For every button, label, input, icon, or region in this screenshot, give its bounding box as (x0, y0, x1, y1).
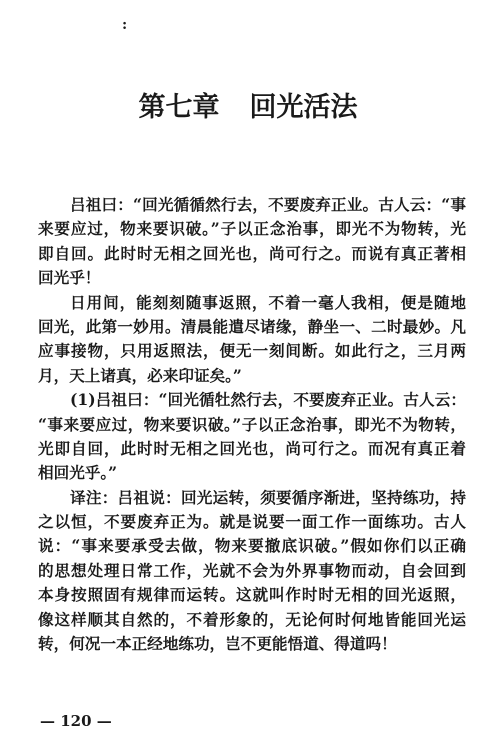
text-line: 来要应过，物来要识破。”子以正念治事，即光不为物转，光 (38, 219, 466, 239)
page-number: — 120 — (40, 712, 112, 730)
text-line: 本身按照固有规律而运转。这就叫作时时无相的回光返照， (38, 585, 466, 605)
paragraph-translation (38, 486, 466, 657)
text-line: 应事接物，只用返照法，便无一刻间断。如此行之，三月两 (38, 341, 466, 361)
text-line: (1)吕祖曰：“回光循牡然行去，不要废弃正业。古人云： (70, 390, 466, 410)
text-line: 即自回。此时时无相之回光也，尚可行之。而说有真正著相 (38, 243, 466, 263)
paragraph-daily-practice (38, 291, 466, 389)
text-line: 像这样顺其自然的，不着形象的，无论何时何地皆能回光运 (38, 609, 466, 629)
chapter-heading (0, 91, 496, 125)
chapter-body (38, 193, 466, 656)
chapter-title: 回光活法 (249, 92, 358, 123)
text-line: 回光乎！ (38, 268, 101, 288)
text-line: 日用间，能刻刻随事返照，不着一毫人我相，便是随地 (70, 292, 466, 312)
text-line: “事来要应过，物来要识破。”子以正念治事，即光不为物转， (38, 414, 466, 434)
margin-marker: : (122, 17, 128, 33)
text-line: 光即自回，此时时无相之回光也，尚可行之。而况有真正着 (38, 438, 466, 458)
paragraph-quote (38, 193, 466, 291)
text-line: 转，何况一本正经地练功，岂不更能悟道、得道吗！ (38, 634, 397, 654)
text-line: 之以恒，不要废弃正为。就是说要一面工作一面练功。古人 (38, 512, 466, 532)
text-line: 的思想处理日常工作，光就不会为外界事物而动，自会回到 (38, 560, 466, 580)
text-line: 月，天上诸真，必来印证矣。” (38, 365, 242, 385)
chapter-number: 第七章 (138, 92, 220, 123)
text-line: 译注：吕祖说：回光运转，须要循序渐进，坚持练功，持 (70, 487, 466, 507)
text-line: 相回光乎。” (38, 463, 118, 483)
text-line: 说：“事来要承受去做，物来要撤底识破。”假如你们以正确 (38, 536, 466, 556)
paragraph-note-1 (38, 388, 466, 486)
text-line: 回光，此第一妙用。清晨能遣尽诸缘，静坐一、二时最妙。凡 (38, 316, 466, 336)
text-line: 吕祖曰：“回光循循然行去，不要废弃正业。古人云：“事 (70, 195, 466, 214)
